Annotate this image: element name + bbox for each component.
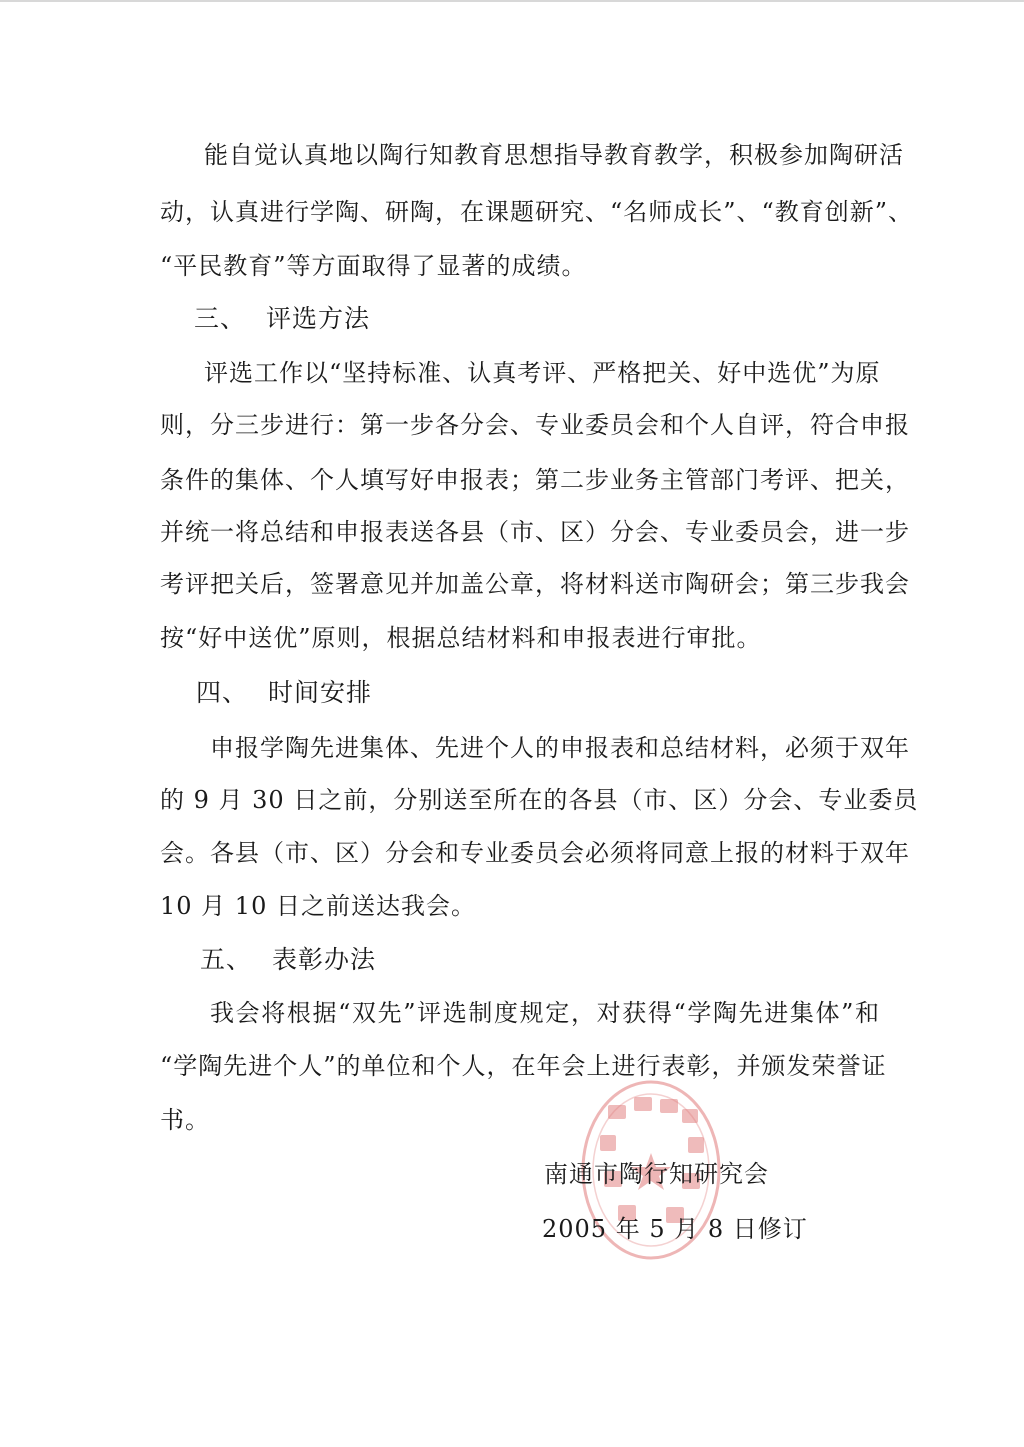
paragraph-line: 评选工作以“坚持标准、认真考评、严格把关、好中选优”为原	[204, 359, 881, 387]
paragraph-line: 我会将根据“双先”评选制度规定，对获得“学陶先进集体”和	[210, 999, 880, 1027]
paragraph-line: 考评把关后，签署意见并加盖公章，将材料送市陶研会；第三步我会	[160, 570, 910, 598]
paragraph-line: 10 月 10 日之前送达我会。	[160, 892, 476, 920]
paragraph-line: 会。各县（市、区）分会和专业委员会必须将同意上报的材料于双年	[160, 839, 910, 867]
section-heading	[196, 677, 372, 709]
section-title: 时间安排	[268, 678, 373, 707]
paragraph-line: 按“好中送优”原则，根据总结材料和申报表进行审批。	[160, 624, 762, 652]
paragraph-line: “平民教育”等方面取得了显著的成绩。	[160, 252, 587, 280]
paragraph-line: “学陶先进个人”的单位和个人，在年会上进行表彰，并颁发荣誉证	[160, 1052, 887, 1080]
section-number: 四、	[196, 678, 249, 707]
section-title: 评选方法	[266, 304, 371, 333]
signature-date: 2005 年 5 月 8 日修订	[542, 1215, 808, 1243]
paragraph-line: 并统一将总结和申报表送各县（市、区）分会、专业委员会，进一步	[160, 518, 910, 546]
section-title: 表彰办法	[272, 945, 377, 974]
paragraph-line: 能自觉认真地以陶行知教育思想指导教育教学，积极参加陶研活	[204, 141, 904, 169]
section-heading	[200, 944, 376, 976]
section-heading	[194, 303, 370, 335]
paragraph-line: 动，认真进行学陶、研陶，在课题研究、“名师成长”、“教育创新”、	[160, 198, 914, 226]
paragraph-line: 则，分三步进行：第一步各分会、专业委员会和个人自评，符合申报	[160, 411, 910, 439]
signature-organization: 南通市陶行知研究会	[544, 1160, 769, 1188]
paragraph-line: 的 9 月 30 日之前，分别送至所在的各县（市、区）分会、专业委员	[160, 786, 919, 814]
section-number: 五、	[200, 945, 253, 974]
scan-edge	[0, 0, 1024, 2]
paragraph-line: 书。	[160, 1106, 210, 1134]
paragraph-line: 申报学陶先进集体、先进个人的申报表和总结材料，必须于双年	[210, 734, 910, 762]
paragraph-line: 条件的集体、个人填写好申报表；第二步业务主管部门考评、把关，	[160, 466, 910, 494]
section-number: 三、	[194, 304, 247, 333]
